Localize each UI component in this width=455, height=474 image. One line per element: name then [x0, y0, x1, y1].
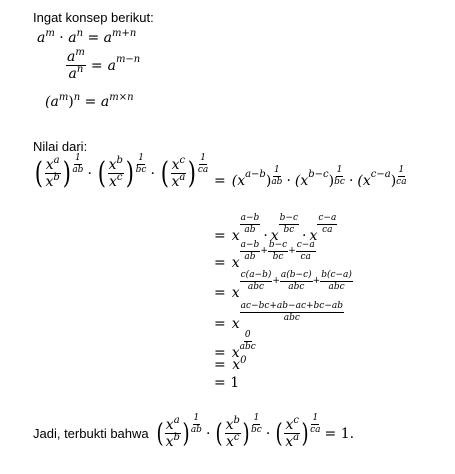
- fraction: $\frac{x^a}{x^b}$: [45, 155, 60, 190]
- right-paren: ): [62, 155, 71, 191]
- exponent-fraction: $\frac{a-b}{ab}$: [240, 213, 260, 235]
- numerator-base: a: [67, 49, 76, 65]
- base: a: [107, 57, 116, 74]
- problem-heading: Nilai dari:: [33, 139, 88, 154]
- conclusion: [33, 413, 355, 450]
- step-1: = (x a−b ) $\frac{1}{ab}$ · (x b−c ) $\frac{1}{bc}$ · (x c−a ) $\frac{1}{ca}$: [214, 165, 407, 189]
- conclusion-expression: ( $\frac{x^a}{x^b}$ ) $\frac{1}{ab}$ · ( $\frac{x^b}{x^c}$ ) $\frac{1}{bc}$ · ( $\frac{x^c}{x^a}$ ) $\frac{1}{ca}$ = 1.: [156, 413, 355, 450]
- base: a: [100, 94, 110, 110]
- power-fraction: $\frac{1}{bc}$: [334, 165, 345, 187]
- rule-quotient: [66, 47, 141, 82]
- right-paren: ): [187, 155, 197, 191]
- denominator-base: a: [68, 66, 77, 82]
- dot-operator: ·: [87, 165, 92, 182]
- exponent: m+n: [112, 28, 137, 39]
- exponent: m: [58, 92, 69, 103]
- main-expression: [33, 153, 209, 191]
- concept-heading: Ingat konsep berikut:: [33, 10, 154, 25]
- step-5: = x $\frac{ac-bc+ab-ac+bc-ab}{\text{abc}}$: [214, 301, 344, 332]
- exponent-fraction: $\frac{ac-bc+ab-ac+bc-ab}{\text{abc}}$: [240, 301, 344, 323]
- equals-sign: =: [214, 316, 226, 332]
- step-3: = x $\frac{a-b}{ab}$ + $\frac{b-c}{bc}$ + $\frac{c-a}{ca}$: [214, 240, 315, 271]
- exponent: m−n: [115, 53, 141, 65]
- equals-sign: =: [214, 255, 226, 271]
- equals-sign: =: [214, 345, 226, 361]
- base: a: [37, 30, 46, 46]
- exponent: n: [73, 92, 81, 103]
- exponent: m×n: [109, 92, 134, 103]
- base: a: [103, 30, 113, 46]
- exponent-sum: $\frac{a-b}{ab}$ + $\frac{b-c}{bc}$ + $\frac{c-a}{ca}$: [240, 240, 315, 262]
- rule-product: [37, 28, 137, 46]
- power-fraction: $\frac{1}{ca}$: [197, 153, 209, 175]
- equals-sign: =: [84, 94, 97, 110]
- right-paren: ): [125, 155, 134, 191]
- equals-sign: =: [214, 173, 226, 189]
- exponent-fraction: $\frac{c-a}{ca}$: [318, 213, 337, 235]
- step-7: = $x^0$: [214, 355, 247, 373]
- left-paren: (: [34, 155, 43, 191]
- conclusion-text: Jadi, terbukti bahwa: [33, 426, 149, 441]
- equals-sign: =: [214, 357, 226, 373]
- dot-operator: ·: [150, 165, 155, 182]
- equals-sign: =: [214, 375, 226, 391]
- exponent: n: [76, 28, 84, 39]
- power-fraction: $\frac{1}{ca}$: [396, 165, 407, 187]
- dot-operator: ·: [59, 30, 64, 46]
- power-fraction: $\frac{1}{bc}$: [135, 153, 147, 175]
- equals-sign: =: [214, 228, 226, 244]
- fraction: [66, 47, 86, 82]
- equals-sign: =: [214, 285, 226, 301]
- final-equality: = 1.: [324, 425, 355, 442]
- step-6: = x $\frac{0}{\text{abc}}$: [214, 330, 256, 361]
- power-fraction: $\frac{1}{ab}$: [72, 153, 84, 175]
- equals-sign: =: [87, 30, 100, 46]
- step-4: = x $\frac{c(a-b)}{\text{abc}}$ + $\frac{a(b-c)}{\text{abc}}$ + $\frac{b(c-a)}{\text{abc}}$: [214, 270, 352, 301]
- exponent: m: [45, 28, 55, 39]
- result-value: 1: [230, 375, 240, 391]
- fraction: $\frac{x^c}{x^a}$: [171, 155, 186, 190]
- exponent-fraction: $\frac{0}{\text{abc}}$: [239, 330, 256, 352]
- left-paren: (: [97, 155, 106, 191]
- exponent-fraction: $\frac{b-c}{bc}$: [279, 213, 299, 235]
- exponent-sum: $\frac{c(a-b)}{\text{abc}}$ + $\frac{a(b-c)}{\text{abc}}$ + $\frac{b(c-a)}{\text{abc}}$: [240, 270, 352, 292]
- base: a: [68, 30, 77, 46]
- fraction: $\frac{x^b}{x^c}$: [108, 155, 123, 190]
- equals-sign: =: [90, 57, 103, 74]
- rule-power: [45, 92, 134, 110]
- base: (a: [45, 94, 59, 110]
- left-paren: (: [160, 155, 169, 191]
- exponent: n: [76, 64, 84, 75]
- paren: ): [68, 94, 74, 110]
- step-8: [214, 376, 239, 390]
- exponent: m: [75, 47, 85, 58]
- step-2: = x $\frac{a-b}{ab}$ · x $\frac{b-c}{bc}$ · x $\frac{c-a}{ca}$: [214, 213, 337, 244]
- power-fraction: $\frac{1}{ab}$: [271, 165, 283, 187]
